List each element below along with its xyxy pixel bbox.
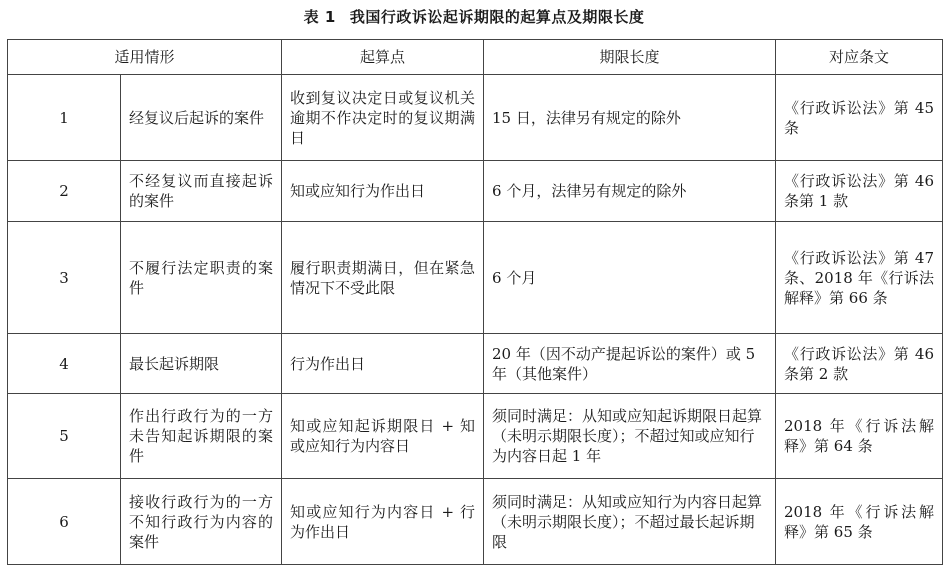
row-start: 行为作出日 <box>282 334 484 394</box>
row-start: 履行职责期满日，但在紧急情况下不受此限 <box>282 222 484 334</box>
row-index: 4 <box>8 334 121 394</box>
row-article: 2018 年《行诉法解释》第 64 条 <box>776 394 943 479</box>
table-row <box>8 222 943 334</box>
table-row <box>8 161 943 222</box>
row-article: 《行政诉讼法》第 46 条第 2 款 <box>776 334 943 394</box>
row-article: 《行政诉讼法》第 45 条 <box>776 75 943 161</box>
row-start: 知或应知行为作出日 <box>282 161 484 222</box>
row-index: 5 <box>8 394 121 479</box>
table-row <box>8 479 943 565</box>
header-article: 对应条文 <box>776 40 943 75</box>
row-article: 2018 年《行诉法解释》第 65 条 <box>776 479 943 565</box>
row-index: 3 <box>8 222 121 334</box>
row-case: 接收行政行为的一方不知行政行为内容的案件 <box>121 479 282 565</box>
table-number: 表 1 <box>303 8 336 26</box>
header-situation: 适用情形 <box>8 40 282 75</box>
table-row <box>8 334 943 394</box>
table-title: 我国行政诉讼起诉期限的起算点及期限长度 <box>349 8 645 26</box>
row-article: 《行政诉讼法》第 46 条第 1 款 <box>776 161 943 222</box>
row-case: 不履行法定职责的案件 <box>121 222 282 334</box>
row-start: 知或应知行为内容日 + 行为作出日 <box>282 479 484 565</box>
row-start: 收到复议决定日或复议机关逾期不作决定时的复议期满日 <box>282 75 484 161</box>
row-case: 不经复议而直接起诉的案件 <box>121 161 282 222</box>
row-period: 15 日，法律另有规定的除外 <box>484 75 776 161</box>
row-index: 1 <box>8 75 121 161</box>
header-start-point: 起算点 <box>282 40 484 75</box>
table-row <box>8 75 943 161</box>
row-index: 6 <box>8 479 121 565</box>
row-index: 2 <box>8 161 121 222</box>
row-case: 最长起诉期限 <box>121 334 282 394</box>
table-row <box>8 394 943 479</box>
header-period: 期限长度 <box>484 40 776 75</box>
limitation-table <box>7 39 943 565</box>
header-row <box>8 40 943 75</box>
row-start: 知或应知起诉期限日 + 知或应知行为内容日 <box>282 394 484 479</box>
row-period: 6 个月，法律另有规定的除外 <box>484 161 776 222</box>
row-period: 须同时满足：从知或应知起诉期限日起算（未明示期限长度）；不超过知或应知行为内容日起 1 年 <box>484 394 776 479</box>
row-period: 须同时满足：从知或应知行为内容日起算（未明示期限长度）；不超过最长起诉期限 <box>484 479 776 565</box>
row-case: 作出行政行为的一方未告知起诉期限的案件 <box>121 394 282 479</box>
row-period: 20 年（因不动产提起诉讼的案件）或 5 年（其他案件） <box>484 334 776 394</box>
table-caption <box>0 6 948 27</box>
row-article: 《行政诉讼法》第 47 条、2018 年《行诉法解释》第 66 条 <box>776 222 943 334</box>
row-case: 经复议后起诉的案件 <box>121 75 282 161</box>
row-period: 6 个月 <box>484 222 776 334</box>
